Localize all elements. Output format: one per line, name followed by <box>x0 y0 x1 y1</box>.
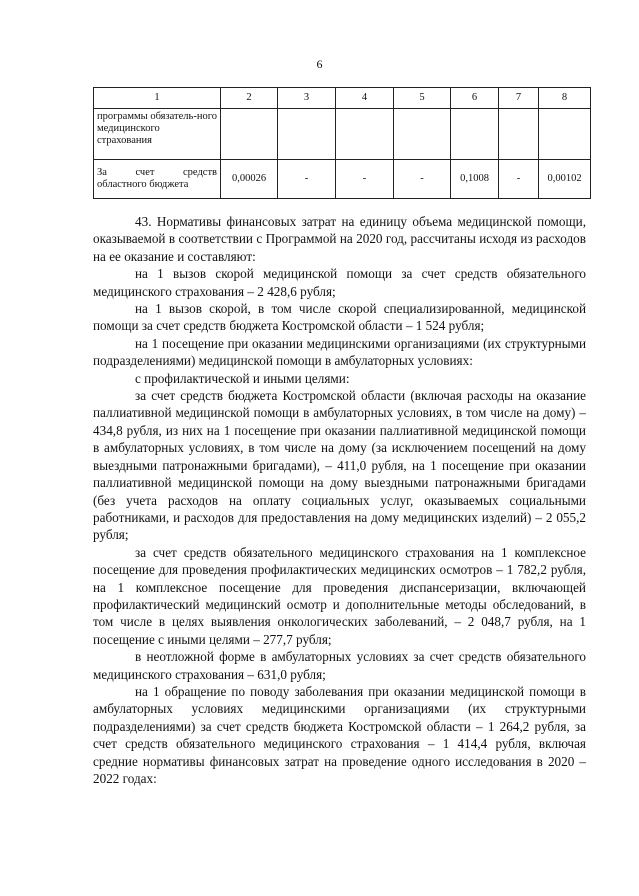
paragraph: на 1 вызов скорой, в том числе скорой специализированной, медицинской помощи за счет средств бюджета Костромской области – 1 524 рубля; <box>93 301 586 334</box>
column-header: 8 <box>539 88 591 109</box>
table-cell <box>451 109 499 160</box>
table-cell: - <box>336 160 394 199</box>
column-header: 7 <box>499 88 539 109</box>
page-number: 6 <box>316 57 323 71</box>
column-header: 4 <box>336 88 394 109</box>
column-header: 5 <box>394 88 451 109</box>
table-row <box>94 160 591 199</box>
table-cell: 0,1008 <box>451 160 499 199</box>
paragraph: в неотложной форме в амбулаторных условиях за счет средств обязательного медицинского страхования – 631,0 рубля; <box>93 649 586 682</box>
table-cell: программы обязатель-ного медицинского страхования <box>94 109 221 160</box>
column-header: 2 <box>221 88 278 109</box>
table-cell: - <box>278 160 336 199</box>
column-header: 3 <box>278 88 336 109</box>
paragraph: за счет средств обязательного медицинского страхования на 1 комплексное посещение для проведения профилактических медицинских осмотров – 1 782,2 рубля, на 1 комплексное посещение для проведения диспансеризации, включающей профилактический медицинский осмотр и дополнительные методы обследований, в том числе в целях выявления онкологических заболеваний, – 2 048,7 рубля, на 1 посещение с иными целями – 277,7 рубля; <box>93 544 586 647</box>
table-cell: - <box>394 160 451 199</box>
paragraph: 43. Нормативы финансовых затрат на единицу объема медицинской помощи, оказываемой в соответствии с Программой на 2020 год, рассчитаны исходя из расходов на ее оказание и составляют: <box>93 214 586 264</box>
table-cell <box>221 109 278 160</box>
document-body <box>93 213 586 787</box>
table-header-row <box>94 88 591 109</box>
paragraph: за счет средств бюджета Костромской области (включая расходы на оказание паллиативной медицинской помощи в амбулаторных условиях, в том числе на дому) – 434,8 рубля, из них на 1 посещение при оказании паллиативной медицинской помощи в амбулаторных условиях, в том числе на дому (за исключением посещений на дому выездными патронажными бригадами), – 411,0 рубля, на 1 посещение при оказании паллиативной медицинской помощи на дому выездными патронажными бригадами (без учета расходов на оплату социальных услуг, оказываемых социальными работниками, и расходов для предоставления на дому медицинских изделий) – 2 055,2 рубля; <box>93 388 586 543</box>
table-cell <box>394 109 451 160</box>
table-cell <box>278 109 336 160</box>
column-header: 6 <box>451 88 499 109</box>
table-cell: За счет средств областного бюджета <box>94 160 221 199</box>
table-cell: - <box>499 160 539 199</box>
table-cell <box>499 109 539 160</box>
table-cell: 0,00102 <box>539 160 591 199</box>
column-header: 1 <box>94 88 221 109</box>
paragraph: на 1 обращение по поводу заболевания при оказании медицинской помощи в амбулаторных условиях медицинскими организациями (их структурными подразделениями) за счет средств бюджета Костромской области – 1 264,2 рубля, за счет средств обязательного медицинского страхования – 1 414,4 рубля, включая средние нормативы финансовых затрат на проведение одного исследования в 2020 – 2022 годах: <box>93 683 586 786</box>
data-table <box>93 87 591 199</box>
table-cell <box>336 109 394 160</box>
table-cell <box>539 109 591 160</box>
paragraph: на 1 посещение при оказании медицинскими организациями (их структурными подразделениями) медицинской помощи в амбулаторных условиях: <box>93 335 586 369</box>
table-cell: 0,00026 <box>221 160 278 199</box>
paragraph: с профилактической и иными целями: <box>135 370 350 386</box>
paragraph: на 1 вызов скорой медицинской помощи за счет средств обязательного медицинского страхования – 2 428,6 рубля; <box>93 266 586 299</box>
table-row <box>94 109 591 160</box>
